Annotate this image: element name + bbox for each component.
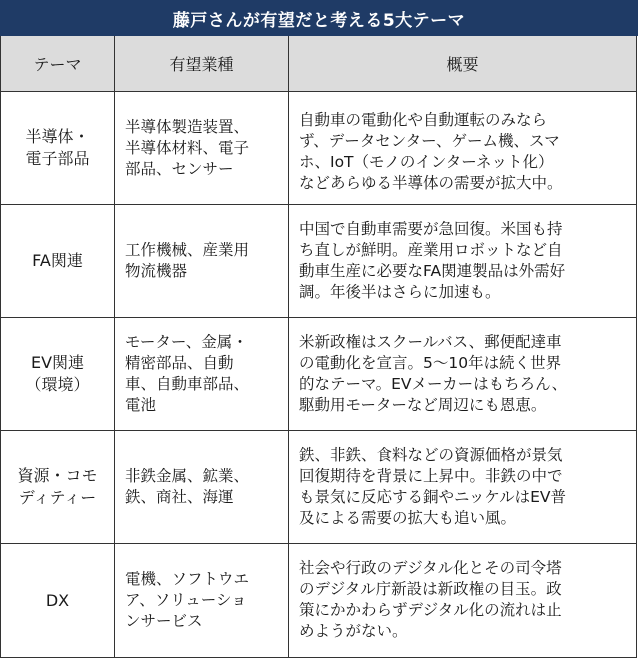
- summary-text: 自動車の電動化や自動運転のみなら ず、データセンター、ゲーム機、スマ ホ、IoT（モノのインターネット化） などあらゆる半導体の需要が拡大中。: [299, 111, 563, 192]
- summary-cell: [289, 318, 636, 430]
- theme-label: 半導体・ 電子部品: [25, 127, 90, 168]
- table-row: [1, 92, 636, 205]
- table-header-row: [1, 36, 636, 92]
- header-summary: 概要: [446, 55, 479, 74]
- industries-cell: [115, 318, 289, 430]
- industries-cell: [115, 431, 289, 543]
- header-theme: テーマ: [1, 36, 115, 91]
- industries-text: 電機、ソフトウエ ア、ソリューショ ンサービス: [125, 570, 250, 630]
- summary-text: 米新政権はスクールバス、郵便配達車 の電動化を宣言。5～10年は続く世界 的なテーマ。EVメーカーはもちろん、 駆動用モーターなど周辺にも恩恵。: [299, 333, 568, 414]
- theme-label: DX: [45, 590, 70, 610]
- summary-cell: [289, 544, 636, 657]
- table-row: [1, 544, 636, 657]
- theme-cell: [1, 92, 115, 204]
- theme-label: FA関連: [32, 251, 83, 270]
- theme-cell: [1, 544, 115, 657]
- table-title: 藤戸さんが有望だと考える5大テーマ: [0, 0, 638, 36]
- themes-table: [0, 36, 637, 658]
- theme-cell: [1, 431, 115, 543]
- theme-label: 資源・コモ ディティー: [17, 466, 98, 507]
- table-row: [1, 431, 636, 544]
- summary-text: 社会や行政のデジタル化とその司令塔 のデジタル庁新設は新政権の目玉。政 策にかかわらずデジタル化の流れは止 めようがない。: [299, 559, 562, 640]
- summary-cell: [289, 92, 636, 204]
- table-row: [1, 205, 636, 318]
- industries-cell: [115, 544, 289, 657]
- table-row: [1, 318, 636, 431]
- summary-text: 鉄、非鉄、食料などの資源価格が景気 回復期待を背景に上昇中。非鉄の中で も景気に反応する銅やニッケルはEV普 及による需要の拡大も追い風。: [299, 446, 567, 527]
- summary-cell: [289, 431, 636, 543]
- industries-cell: [115, 92, 289, 204]
- theme-label: EV関連 （環境）: [25, 353, 90, 394]
- theme-cell: [1, 318, 115, 430]
- industries-text: 非鉄金属、鉱業、 鉄、商社、海運: [125, 467, 250, 506]
- industries-text: 半導体製造装置、 半導体材料、電子 部品、センサー: [125, 117, 250, 178]
- industries-cell: [115, 205, 289, 317]
- summary-text: 中国で自動車需要が急回復。米国も持 ち直しが鮮明。産業用ロボットなど自 動車生産に必要なFA関連製品は外需好 調。年後半はさらに加速も。: [299, 220, 566, 301]
- theme-cell: [1, 205, 115, 317]
- summary-cell: [289, 205, 636, 317]
- industries-text: 工作機械、産業用 物流機器: [125, 241, 250, 280]
- header-industries: 有望業種: [115, 36, 289, 91]
- industries-text: モーター、金属・ 精密部品、自動 車、自動車部品、 電池: [125, 333, 250, 414]
